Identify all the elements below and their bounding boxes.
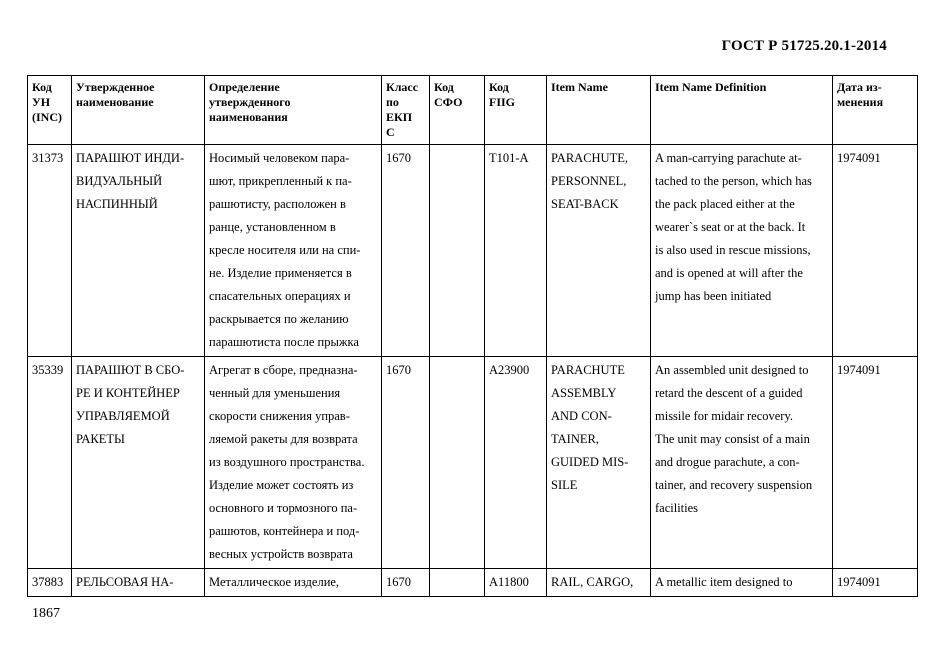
page-number: 1867 (32, 606, 60, 621)
cell-sfo (430, 357, 485, 569)
document-standard-number: ГОСТ Р 51725.20.1-2014 (721, 38, 887, 54)
header-sfo-code: Код СФО (430, 76, 485, 145)
cell-definition: Носимый человеком пара- шют, прикрепленный к па- рашютисту, расположен в ранце, установленном в кресле носителя или на спи- не. Изделие применяется в спасательных операциях и раскрывается по желанию парашютиста после прыжка (205, 145, 382, 357)
cell-definition: Металлическое изделие, (205, 569, 382, 597)
cell-approved-name: РЕЛЬСОВАЯ НА- (72, 569, 205, 597)
cell-class: 1670 (382, 569, 430, 597)
cell-item-definition: An assembled unit designed to retard the descent of a guided missile for midair recovery. The unit may consist of a main and drogue parachute, a con- tainer, and recovery suspension facilities (651, 357, 833, 569)
cell-fiig: A11800 (485, 569, 547, 597)
header-code-inc: Код УН (INC) (28, 76, 72, 145)
cell-class: 1670 (382, 145, 430, 357)
cell-code: 31373 (28, 145, 72, 357)
table-row (28, 357, 918, 569)
cell-code: 35339 (28, 357, 72, 569)
header-fiig-code: Код FIIG (485, 76, 547, 145)
header-item-name-definition: Item Name Definition (651, 76, 833, 145)
cell-definition: Агрегат в сборе, предназна- ченный для уменьшения скорости снижения управ- ляемой ракеты для возврата из воздушного пространства. Изделие может состоять из основного и тормозного па- рашютов, контейнера и под- весных устройств возврата (205, 357, 382, 569)
cell-class: 1670 (382, 357, 430, 569)
header-class: Класс по ЕКП С (382, 76, 430, 145)
cell-item-name: PARACHUTE ASSEMBLY AND CON- TAINER, GUIDED MIS- SILE (547, 357, 651, 569)
cell-item-definition: A man-carrying parachute at- tached to the person, which has the pack placed either at the wearer`s seat or at the back. It is also used in rescue missions, and is opened at will after the jump has been initiated (651, 145, 833, 357)
cell-approved-name: ПАРАШЮТ ИНДИ- ВИДУАЛЬНЫЙ НАСПИННЫЙ (72, 145, 205, 357)
item-names-table (27, 75, 918, 597)
cell-item-name: PARACHUTE, PERSONNEL, SEAT-BACK (547, 145, 651, 357)
header-change-date: Дата из- менения (833, 76, 918, 145)
cell-date: 1974091 (833, 145, 918, 357)
cell-fiig: T101-A (485, 145, 547, 357)
header-approved-name: Утвержденное наименование (72, 76, 205, 145)
cell-date: 1974091 (833, 569, 918, 597)
header-item-name: Item Name (547, 76, 651, 145)
cell-sfo (430, 145, 485, 357)
cell-item-name: RAIL, CARGO, (547, 569, 651, 597)
cell-fiig: A23900 (485, 357, 547, 569)
table-row (28, 145, 918, 357)
table-header-row (28, 76, 918, 145)
cell-item-definition: A metallic item designed to (651, 569, 833, 597)
cell-date: 1974091 (833, 357, 918, 569)
cell-code: 37883 (28, 569, 72, 597)
table-row (28, 569, 918, 597)
cell-approved-name: ПАРАШЮТ В СБО- РЕ И КОНТЕЙНЕР УПРАВЛЯЕМОЙ РАКЕТЫ (72, 357, 205, 569)
header-name-definition: Определение утвержденного наименования (205, 76, 382, 145)
cell-sfo (430, 569, 485, 597)
